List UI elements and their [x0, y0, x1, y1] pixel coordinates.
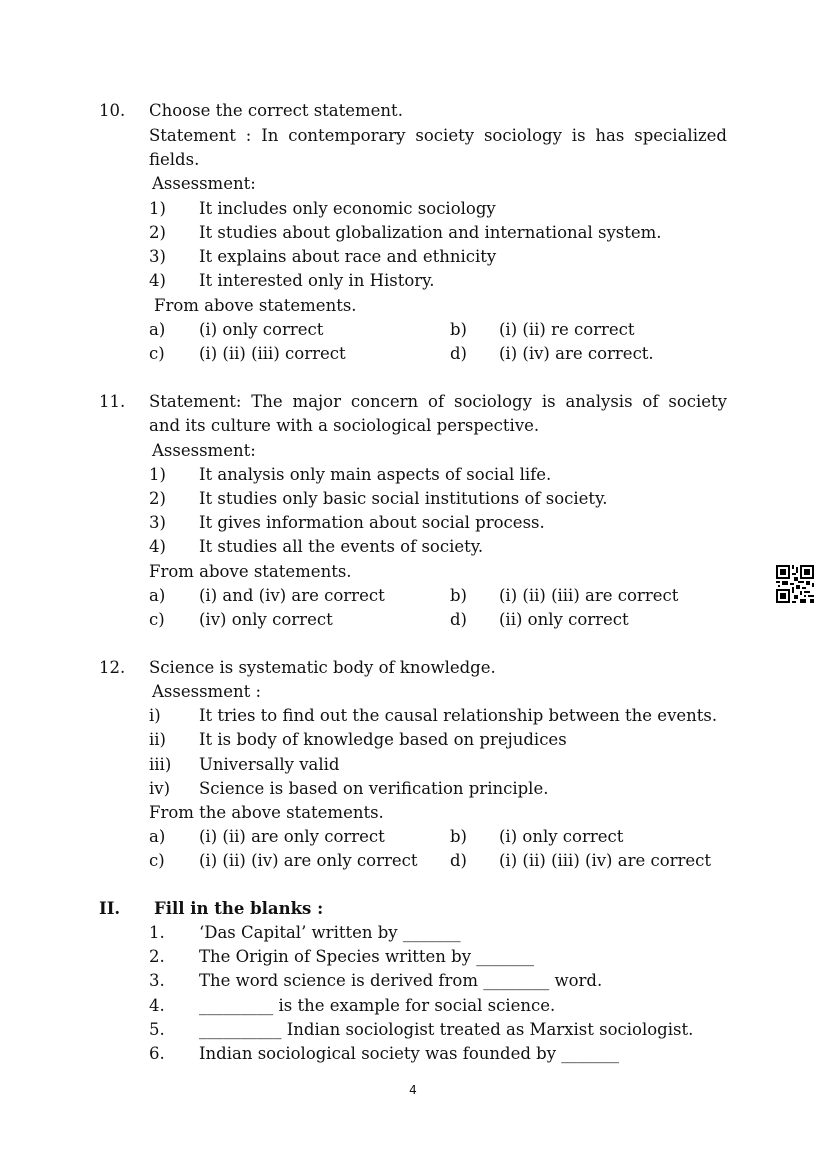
question-title: Science is systematic body of knowledge. [149, 658, 496, 677]
item-text: It tries to find out the causal relationship between the events. [199, 706, 718, 725]
assessment-label: Assessment: [152, 174, 256, 193]
item-text: It analysis only main aspects of social life. [199, 465, 552, 484]
item-marker: 3) [149, 247, 166, 266]
option-marker: d) [450, 851, 467, 870]
item-marker: iv) [149, 779, 171, 798]
item-marker: 4. [149, 996, 165, 1015]
option-text: (i) (iv) are correct. [499, 344, 654, 363]
prompt-text: From above statements. [154, 296, 357, 315]
question-number: 11. [99, 392, 126, 411]
question-title: Choose the correct statement. [149, 101, 403, 120]
item-text: __________ Indian sociologist treated as Marxist sociologist. [199, 1020, 694, 1039]
prompt-text: From the above statements. [149, 803, 384, 822]
item-marker: 3. [149, 971, 165, 990]
item-text: It studies about globalization and international system. [199, 223, 662, 242]
item-marker: 1) [149, 465, 166, 484]
option-marker: a) [149, 827, 166, 846]
statement-line: Statement: The major concern of sociology is analysis of society [149, 392, 727, 411]
option-text: (i) (ii) (iii) are correct [499, 586, 679, 605]
item-text: Universally valid [199, 755, 340, 774]
item-marker: 5. [149, 1020, 165, 1039]
item-text: The Origin of Species written by _______ [199, 947, 535, 966]
option-marker: d) [450, 610, 467, 629]
item-text: It is body of knowledge based on prejudices [199, 730, 567, 749]
item-marker: 3) [149, 513, 166, 532]
option-text: (i) and (iv) are correct [199, 586, 385, 605]
option-marker: d) [450, 344, 467, 363]
statement-line: fields. [149, 150, 200, 169]
item-marker: 1) [149, 199, 166, 218]
option-text: (i) (ii) (iii) (iv) are correct [499, 851, 712, 870]
question-number: 12. [99, 658, 126, 677]
option-marker: a) [149, 586, 166, 605]
item-marker: i) [149, 706, 161, 725]
option-marker: c) [149, 610, 165, 629]
option-text: (i) (ii) are only correct [199, 827, 385, 846]
item-marker: 2) [149, 489, 166, 508]
option-text: (i) only correct [199, 320, 324, 339]
option-text: (i) (ii) re correct [499, 320, 635, 339]
item-text: It includes only economic sociology [199, 199, 496, 218]
item-marker: 2) [149, 223, 166, 242]
item-text: ‘Das Capital’ written by _______ [199, 923, 461, 942]
option-marker: c) [149, 344, 165, 363]
item-text: The word science is derived from ________ word. [199, 971, 603, 990]
option-marker: c) [149, 851, 165, 870]
option-text: (i) (ii) (iii) correct [199, 344, 346, 363]
item-marker: 1. [149, 923, 165, 942]
section-title: Fill in the blanks : [154, 899, 324, 918]
question-number: 10. [99, 101, 126, 120]
assessment-label: Assessment : [152, 682, 262, 701]
qr-code-icon [776, 565, 814, 603]
section-number: II. [99, 899, 121, 918]
option-marker: b) [450, 827, 467, 846]
option-text: (iv) only correct [199, 610, 333, 629]
option-text: (i) (ii) (iv) are only correct [199, 851, 418, 870]
option-text: (i) only correct [499, 827, 624, 846]
item-marker: 6. [149, 1044, 165, 1063]
item-text: It explains about race and ethnicity [199, 247, 497, 266]
statement-line: Statement : In contemporary society sociology is has specialized [149, 126, 727, 145]
option-text: (ii) only correct [499, 610, 629, 629]
option-marker: b) [450, 586, 467, 605]
item-text: It gives information about social process. [199, 513, 545, 532]
prompt-text: From above statements. [149, 562, 352, 581]
item-marker: ii) [149, 730, 166, 749]
item-text: Indian sociological society was founded by _______ [199, 1044, 620, 1063]
item-text: It studies only basic social institutions of society. [199, 489, 608, 508]
item-text: It studies all the events of society. [199, 537, 484, 556]
assessment-label: Assessment: [152, 441, 256, 460]
option-marker: b) [450, 320, 467, 339]
item-marker: iii) [149, 755, 172, 774]
item-text: It interested only in History. [199, 271, 435, 290]
option-marker: a) [149, 320, 166, 339]
page-number: 4 [409, 1083, 417, 1097]
item-marker: 4) [149, 537, 166, 556]
item-text: _________ is the example for social science. [199, 996, 556, 1015]
statement-line: and its culture with a sociological perspective. [149, 416, 540, 435]
item-marker: 2. [149, 947, 165, 966]
item-marker: 4) [149, 271, 166, 290]
item-text: Science is based on verification principle. [199, 779, 549, 798]
